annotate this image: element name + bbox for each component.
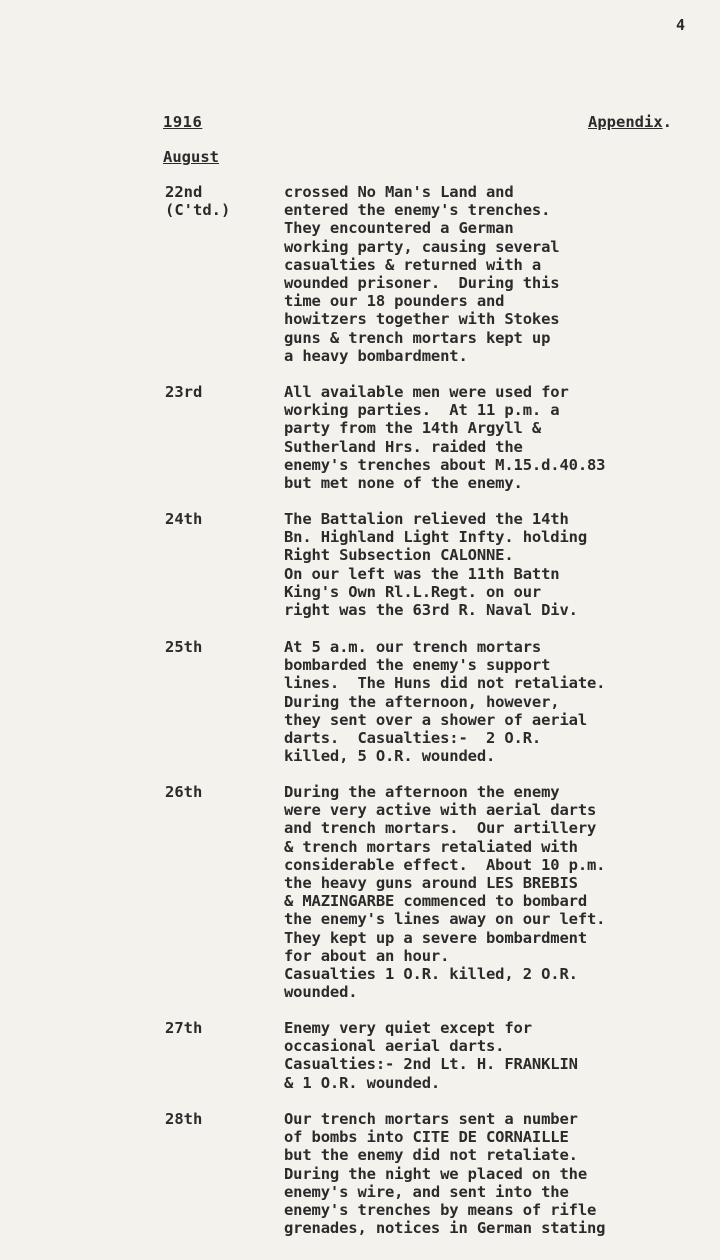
entry-date: 24th [165, 510, 203, 528]
year-heading: 1916 [163, 113, 203, 131]
entry-date: 25th [165, 638, 203, 656]
entry-text: crossed No Man's Land and entered the enemy's trenches. They encountered a German working party, causing several casualties & returned with a wounded prisoner. During this time our 18 pounders and howitzers together with Stokes guns & trench mortars kept up a heavy bombardment. [284, 183, 560, 365]
appendix-label: Appendix [588, 113, 663, 131]
entry-date: 23rd [165, 383, 203, 401]
entry-text: Our trench mortars sent a number of bombs into CITE DE CORNAILLE but the enemy did not retaliate. During the night we placed on the enemy's wire, and sent into the enemy's trenches by means of rifle grenades, notices in German stating [284, 1110, 606, 1238]
entry-text: During the afternoon the enemy were very active with aerial darts and trench mortars. Our artillery & trench mortars retaliated with considerable effect. About 10 p.m. the heavy guns around LES BREBIS & MAZINGARBE commenced to bombard the enemy's lines away on our left. They kept up a severe bombardment for about an hour. Casualties 1 O.R. killed, 2 O.R. wounded. [284, 783, 606, 1002]
entry-date: 22nd (C'td.) [165, 183, 231, 220]
appendix-heading [588, 113, 672, 131]
entry-date: 28th [165, 1110, 203, 1128]
entry-text: Enemy very quiet except for occasional aerial darts. Casualties:- 2nd Lt. H. FRANKLIN & 1 O.R. wounded. [284, 1019, 578, 1092]
entry-date: 27th [165, 1019, 203, 1037]
entry-text: The Battalion relieved the 14th Bn. Highland Light Infty. holding Right Subsection CALONNE. On our left was the 11th Battn King's Own Rl.L.Regt. on our right was the 63rd R. Naval Div. [284, 510, 587, 620]
appendix-dot: . [662, 113, 672, 131]
entry-date: 26th [165, 783, 203, 801]
page-number: 4 [676, 16, 686, 34]
entry-text: At 5 a.m. our trench mortars bombarded the enemy's support lines. The Huns did not retaliate. During the afternoon, however, they sent over a shower of aerial darts. Casualties:- 2 O.R. killed, 5 O.R. wounded. [284, 638, 606, 766]
month-heading: August [163, 148, 219, 166]
entry-text: All available men were used for working parties. At 11 p.m. a party from the 14th Argyll & Sutherland Hrs. raided the enemy's trenches about M.15.d.40.83 but met none of the enemy. [284, 383, 606, 493]
